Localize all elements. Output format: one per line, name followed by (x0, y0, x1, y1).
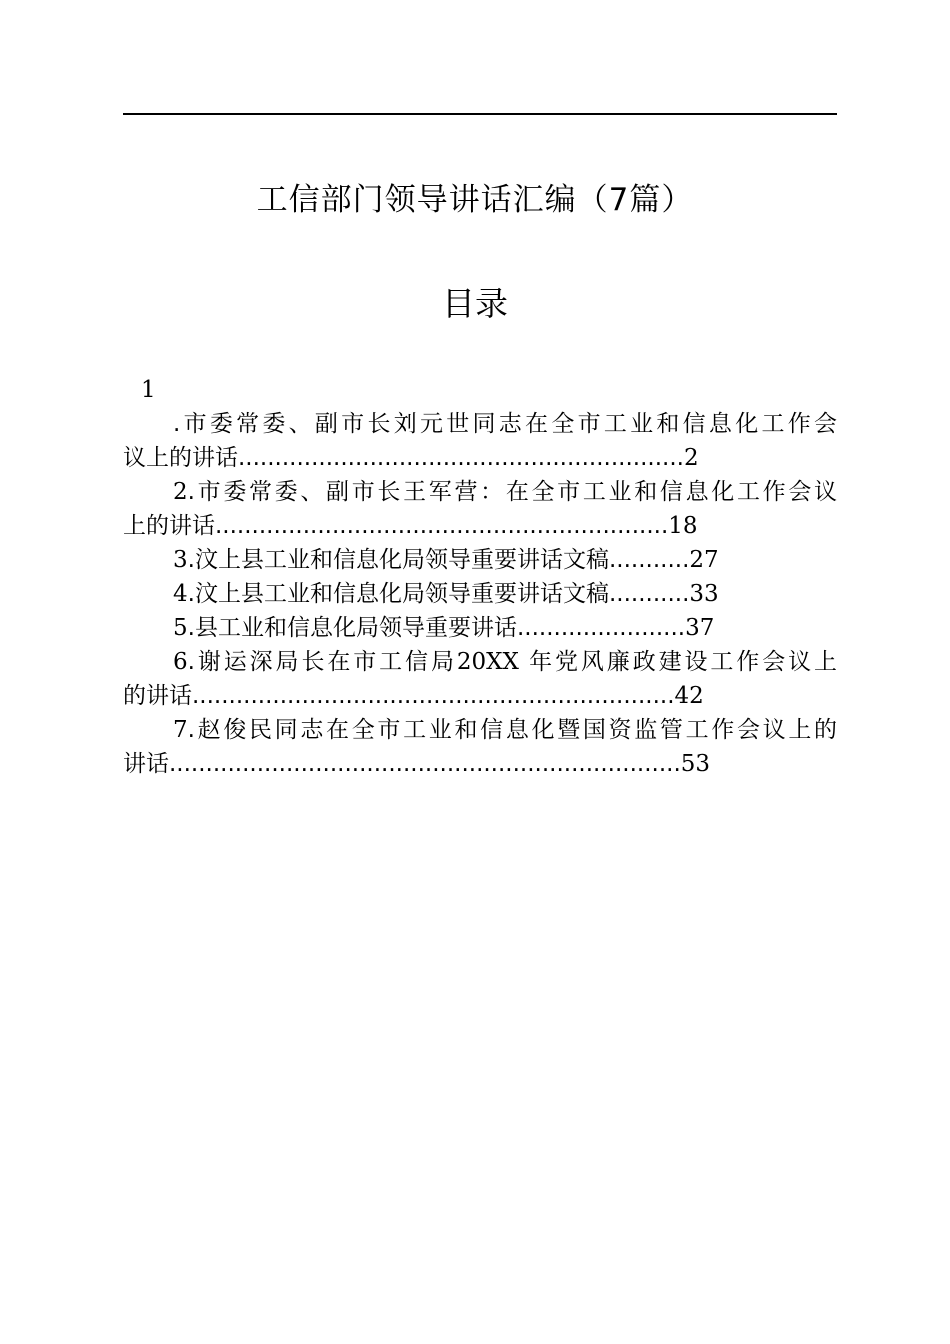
toc-entry-3-line1 (123, 543, 837, 577)
toc-entry-5-number: 5 (173, 615, 188, 641)
toc-entry-1-leader: ............................................................. (238, 445, 684, 471)
toc-entry-3-title: .汶上县工业和信息化局领导重要讲话文稿 (187, 547, 609, 573)
toc-entry-3-number: 3 (173, 547, 188, 573)
toc-entry-3-page: 27 (689, 547, 719, 573)
toc-heading: 目录 (442, 284, 508, 323)
toc-entry-4-page: 33 (689, 581, 719, 607)
toc-entry-7-page: 53 (680, 751, 711, 777)
toc-entry-5-leader: ....................... (516, 615, 686, 641)
toc-entry-6-line1 (123, 645, 837, 679)
toc-entry-4-leader: ........... (608, 581, 690, 607)
toc-entry-7-title-cont: 讲话 (123, 751, 169, 777)
toc-entry-6-title-c: 年党风廉政建设工作会议上 (518, 649, 837, 675)
toc-entry-2-title: .市委常委、副市长王军营：在全市工业和信息化工作会议 (187, 479, 837, 505)
toc-entry-2-title-cont: 上的讲话 (123, 513, 215, 539)
toc-entry-2-line2 (123, 509, 837, 543)
toc-entry-2-number: 2 (173, 479, 188, 505)
toc-entry-7-line1 (123, 713, 837, 747)
header-rule (123, 113, 837, 115)
toc-entry-2-leader: .............................................................. (215, 513, 669, 539)
toc-entry-7-leader: ...................................................................... (169, 751, 681, 777)
toc-entry-6-year: 20XX (456, 649, 519, 675)
toc-entry-6-line2 (123, 679, 837, 713)
toc-entry-3[interactable] (123, 543, 837, 577)
toc-entry-7-title: .赵俊民同志在全市工业和信息化暨国资监管工作会议上的 (187, 717, 837, 743)
toc-entry-7[interactable] (123, 713, 837, 781)
table-of-contents (123, 373, 837, 781)
toc-entry-7-line2 (123, 747, 837, 781)
toc-entry-2-line1 (123, 475, 837, 509)
toc-entry-6-number: 6 (173, 649, 188, 675)
toc-entry-7-number: 7 (173, 717, 188, 743)
toc-entry-4-title: .汶上县工业和信息化局领导重要讲话文稿 (187, 581, 609, 607)
toc-entry-1-title: .市委常委、副市长刘元世同志在全市工业和信息化工作会 (173, 411, 837, 437)
toc-entry-6-title-cont: 的讲话 (123, 683, 192, 709)
toc-entry-5-title: .县工业和信息化局领导重要讲话 (187, 615, 517, 641)
toc-entry-1-line1 (123, 407, 837, 441)
toc-entry-4-line1 (123, 577, 837, 611)
toc-entry-6-title-a: .谢运深局长在市工信局 (187, 649, 457, 675)
toc-entry-6[interactable] (123, 645, 837, 713)
toc-entry-4[interactable] (123, 577, 837, 611)
toc-entry-5[interactable] (123, 611, 837, 645)
toc-entry-1-title-cont: 议上的讲话 (123, 445, 238, 471)
toc-lead-number-line (123, 373, 837, 407)
document-title: 工信部门领导讲话汇编（7篇） (256, 182, 694, 218)
toc-entry-4-number: 4 (173, 581, 188, 607)
toc-entry-3-leader: ........... (608, 547, 690, 573)
toc-entry-1-line2 (123, 441, 837, 475)
toc-entry-2[interactable] (123, 475, 837, 543)
toc-entry-6-leader: .................................................................. (192, 683, 675, 709)
toc-entry-1-page: 2 (683, 445, 699, 471)
toc-entry-5-line1 (123, 611, 837, 645)
toc-entry-2-page: 18 (668, 513, 698, 539)
toc-lead-number: 1 (141, 377, 156, 403)
toc-entry-1[interactable] (123, 407, 837, 475)
toc-entry-5-page: 37 (685, 615, 715, 641)
toc-entry-6-page: 42 (674, 683, 704, 709)
